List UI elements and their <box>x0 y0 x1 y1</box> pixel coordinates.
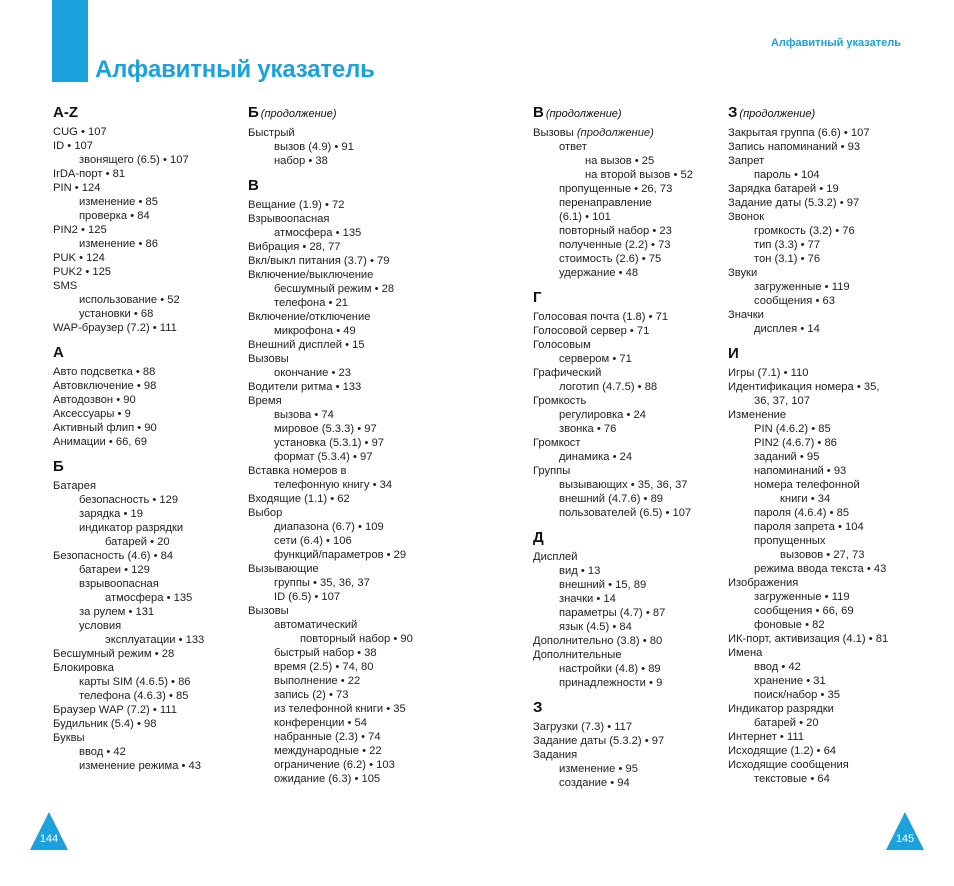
index-subentry: удержание • 48 <box>559 267 639 279</box>
index-subentry: создание • 94 <box>559 777 630 789</box>
section-letter: Б <box>248 104 259 121</box>
index-subentry: дисплея • 14 <box>754 323 820 335</box>
index-column-1 <box>53 104 204 773</box>
index-subentry: номера телефонной <box>754 479 860 491</box>
index-subentry: изменение режима • 43 <box>79 760 201 772</box>
section-heading <box>248 177 413 195</box>
index-entry: Голосовая почта (1.8) • 71 <box>533 311 669 323</box>
index-subentry: тон (3.1) • 76 <box>754 253 821 265</box>
index-subentry: установка (5.3.1) • 97 <box>274 437 385 449</box>
index-subentry: установки • 68 <box>79 308 154 320</box>
index-entry: Выбор <box>248 507 283 519</box>
index-entry: CUG • 107 <box>53 126 107 138</box>
index-entry: Быстрый <box>248 127 295 139</box>
index-entry: Закрытая группа (6.6) • 107 <box>728 127 870 139</box>
section-heading <box>533 289 693 307</box>
index-entry: Идентификация номера • 35, <box>728 381 880 393</box>
index-subentry: пароля (4.6.4) • 85 <box>754 507 850 519</box>
index-entry: Входящие (1.1) • 62 <box>248 493 350 505</box>
index-entry: Включение/выключение <box>248 269 374 281</box>
index-subentry: батарей • 20 <box>105 536 170 548</box>
index-subentry: выполнение • 22 <box>274 675 361 687</box>
index-entry: Вызывающие <box>248 563 319 575</box>
index-subentry: на вызов • 25 <box>585 155 655 167</box>
section-letter: A-Z <box>53 104 78 121</box>
index-entry: Вставка номеров в <box>248 465 347 477</box>
index-subentry: громкость (3.2) • 76 <box>754 225 855 237</box>
index-subentry: загруженные • 119 <box>754 281 850 293</box>
index-entry: Загрузки (7.3) • 117 <box>533 721 633 733</box>
index-entry: Голосовым <box>533 339 591 351</box>
index-subentry: сообщения • 66, 69 <box>754 605 854 617</box>
index-entry: IrDA-порт • 81 <box>53 168 126 180</box>
index-entry: Бесшумный режим • 28 <box>53 648 175 660</box>
index-entry: Изображения <box>728 577 799 589</box>
index-subentry: полученные (2.2) • 73 <box>559 239 671 251</box>
index-entry: Автовключение • 98 <box>53 380 157 392</box>
index-subentry: микрофона • 49 <box>274 325 356 337</box>
index-subentry: индикатор разрядки <box>79 522 184 534</box>
index-entry: Задание даты (5.3.2) • 97 <box>533 735 665 747</box>
index-entry: Задания <box>533 749 578 761</box>
section-heading <box>533 699 693 717</box>
index-entry: Аксессуары • 9 <box>53 408 131 420</box>
index-entry: Вызовы (продолжение) <box>533 127 654 139</box>
page-number-right <box>886 812 924 850</box>
index-subentry: повторный набор • 23 <box>559 225 672 237</box>
index-subentry: изменение • 86 <box>79 238 158 250</box>
index-entry: Внешний дисплей • 15 <box>248 339 365 351</box>
index-subentry: ожидание (6.3) • 105 <box>274 773 381 785</box>
section-heading <box>728 345 888 363</box>
section-letter: А <box>53 344 64 361</box>
index-subentry: принадлежности • 9 <box>559 677 663 689</box>
index-subentry: за рулем • 131 <box>79 606 155 618</box>
index-subentry: пропущенных <box>754 535 826 547</box>
index-entry: Включение/отключение <box>248 311 371 323</box>
index-entry: SMS <box>53 280 78 292</box>
section-heading <box>53 104 204 122</box>
index-entry: Громкост <box>533 437 581 449</box>
index-subentry: ограничение (6.2) • 103 <box>274 759 395 771</box>
index-entry: Браузер WAP (7.2) • 111 <box>53 704 177 716</box>
index-entry: Запись напоминаний • 93 <box>728 141 861 153</box>
section-letter: З <box>728 104 738 121</box>
index-entry: Взрывоопасная <box>248 213 330 225</box>
index-entry: Группы <box>533 465 571 477</box>
index-subentry: режима ввода текста • 43 <box>754 563 887 575</box>
index-entry: Звонок <box>728 211 765 223</box>
index-subentry: значки • 14 <box>559 593 616 605</box>
index-subentry: пропущенные • 26, 73 <box>559 183 673 195</box>
index-entry: Буквы <box>53 732 85 744</box>
section-letter: Б <box>53 458 64 475</box>
index-subentry: набранные (2.3) • 74 <box>274 731 381 743</box>
index-entry: Запрет <box>728 155 765 167</box>
continued-note: (продолжение) <box>576 127 654 139</box>
section-heading <box>53 458 204 476</box>
section-continued-note: (продолжение) <box>739 108 816 120</box>
running-head: Алфавитный указатель <box>770 37 901 49</box>
section-letter: И <box>728 345 739 362</box>
index-entry: Исходящие (1.2) • 64 <box>728 745 837 757</box>
index-entry: Индикатор разрядки <box>728 703 834 715</box>
index-subentry: эксплуатации • 133 <box>105 634 205 646</box>
index-subentry: быстрый набор • 38 <box>274 647 377 659</box>
section-heading <box>533 529 693 547</box>
index-entry: Изменение <box>728 409 787 421</box>
index-entry: Значки <box>728 309 764 321</box>
index-subentry: изменение • 85 <box>79 196 158 208</box>
index-entry: Безопасность (4.6) • 84 <box>53 550 174 562</box>
section-heading <box>728 104 888 123</box>
section-heading <box>53 344 204 362</box>
index-entry: Имена <box>728 647 763 659</box>
index-subentry: повторный набор • 90 <box>300 633 413 645</box>
index-subentry: ID (6.5) • 107 <box>274 591 341 603</box>
index-subentry: изменение • 95 <box>559 763 638 775</box>
index-subentry: конференции • 54 <box>274 717 367 729</box>
index-entry: WAP-браузер (7.2) • 111 <box>53 322 177 334</box>
index-entry: Дисплей <box>533 551 578 563</box>
index-column-4 <box>728 104 888 786</box>
index-subentry: вызовов • 27, 73 <box>780 549 865 561</box>
section-letter: З <box>533 699 543 716</box>
index-entry: Вибрация • 28, 77 <box>248 241 341 253</box>
index-subentry: вызывающих • 35, 36, 37 <box>559 479 688 491</box>
index-column-2 <box>248 104 413 786</box>
index-subentry: вызов (4.9) • 91 <box>274 141 354 153</box>
index-subentry: сообщения • 63 <box>754 295 835 307</box>
index-subentry: вызова • 74 <box>274 409 334 421</box>
index-subentry: пароля запрета • 104 <box>754 521 864 533</box>
index-subentry: пользователей (6.5) • 107 <box>559 507 692 519</box>
index-subentry: ввод • 42 <box>79 746 126 758</box>
index-subentry: батарей • 20 <box>754 717 819 729</box>
index-entry: Исходящие сообщения <box>728 759 849 771</box>
index-subentry: книги • 34 <box>780 493 831 505</box>
index-entry: Громкость <box>533 395 587 407</box>
page-title: Алфавитный указатель <box>95 56 375 83</box>
index-entry: Авто подсветка • 88 <box>53 366 156 378</box>
index-entry: Будильник (5.4) • 98 <box>53 718 157 730</box>
index-subentry: бесшумный режим • 28 <box>274 283 395 295</box>
header-color-tab <box>52 0 88 82</box>
index-entry: Задание даты (5.3.2) • 97 <box>728 197 860 209</box>
index-entry: PUK2 • 125 <box>53 266 112 278</box>
index-entry: Вызовы <box>248 605 289 617</box>
index-subentry: фоновые • 82 <box>754 619 825 631</box>
index-subentry: запись (2) • 73 <box>274 689 349 701</box>
index-entry: Голосовой сервер • 71 <box>533 325 650 337</box>
index-subentry: из телефонной книги • 35 <box>274 703 406 715</box>
index-subentry: окончание • 23 <box>274 367 351 379</box>
index-subentry: батареи • 129 <box>79 564 150 576</box>
index-subentry: внешний • 15, 89 <box>559 579 647 591</box>
index-subentry: 36, 37, 107 <box>754 395 810 407</box>
index-entry: Батарея <box>53 480 97 492</box>
page-number-right-label: 145 <box>895 833 915 845</box>
index-subentry: поиск/набор • 35 <box>754 689 840 701</box>
index-subentry: атмосфера • 135 <box>274 227 362 239</box>
index-subentry: (6.1) • 101 <box>559 211 611 223</box>
index-subentry: стоимость (2.6) • 75 <box>559 253 662 265</box>
index-column-3 <box>533 104 693 790</box>
index-entry: Интернет • 111 <box>728 731 804 743</box>
index-subentry: перенаправление <box>559 197 652 209</box>
section-letter: В <box>533 104 544 121</box>
index-subentry: диапазона (6.7) • 109 <box>274 521 384 533</box>
index-subentry: хранение • 31 <box>754 675 826 687</box>
index-subentry: заданий • 95 <box>754 451 820 463</box>
index-subentry: группы • 35, 36, 37 <box>274 577 370 589</box>
index-subentry: функций/параметров • 29 <box>274 549 407 561</box>
index-subentry: телефона • 21 <box>274 297 349 309</box>
index-subentry: карты SIM (4.6.5) • 86 <box>79 676 191 688</box>
index-entry: Зарядка батарей • 19 <box>728 183 839 195</box>
index-entry: Водители ритма • 133 <box>248 381 362 393</box>
index-subentry: сервером • 71 <box>559 353 632 365</box>
index-subentry: условия <box>79 620 122 632</box>
index-entry: Графический <box>533 367 602 379</box>
index-subentry: напоминаний • 93 <box>754 465 847 477</box>
index-subentry: тип (3.3) • 77 <box>754 239 821 251</box>
index-subentry: атмосфера • 135 <box>105 592 193 604</box>
section-continued-note: (продолжение) <box>260 108 337 120</box>
index-subentry: язык (4.5) • 84 <box>559 621 632 633</box>
index-entry: ИК-порт, активизация (4.1) • 81 <box>728 633 889 645</box>
index-entry: Вещание (1.9) • 72 <box>248 199 345 211</box>
index-subentry: безопасность • 129 <box>79 494 179 506</box>
index-entry: Блокировка <box>53 662 114 674</box>
index-subentry: логотип (4.7.5) • 88 <box>559 381 658 393</box>
index-entry: PIN • 124 <box>53 182 101 194</box>
section-continued-note: (продолжение) <box>545 108 622 120</box>
index-entry: Автодозвон • 90 <box>53 394 136 406</box>
section-heading <box>533 104 693 123</box>
index-subentry: настройки (4.8) • 89 <box>559 663 661 675</box>
index-subentry: регулировка • 24 <box>559 409 646 421</box>
index-subentry: международные • 22 <box>274 745 382 757</box>
section-letter: В <box>248 177 259 194</box>
index-subentry: вид • 13 <box>559 565 601 577</box>
index-entry: PUK • 124 <box>53 252 105 264</box>
index-subentry: ввод • 42 <box>754 661 801 673</box>
index-entry: ID • 107 <box>53 140 93 152</box>
index-subentry: сети (6.4) • 106 <box>274 535 352 547</box>
index-subentry: зарядка • 19 <box>79 508 143 520</box>
index-subentry: на второй вызов • 52 <box>585 169 693 181</box>
index-entry: Звуки <box>728 267 758 279</box>
index-subentry: текстовые • 64 <box>754 773 830 785</box>
index-subentry: звонка • 76 <box>559 423 617 435</box>
index-subentry: PIN2 (4.6.7) • 86 <box>754 437 837 449</box>
index-entry: Вызовы <box>248 353 289 365</box>
index-entry: Время <box>248 395 282 407</box>
index-entry: Вкл/выкл питания (3.7) • 79 <box>248 255 390 267</box>
index-subentry: ответ <box>559 141 587 153</box>
page-number-left <box>30 812 68 850</box>
index-entry: Анимации • 66, 69 <box>53 436 147 448</box>
index-entry: Дополнительно (3.8) • 80 <box>533 635 663 647</box>
section-letter: Г <box>533 289 542 306</box>
index-subentry: PIN (4.6.2) • 85 <box>754 423 831 435</box>
section-letter: Д <box>533 529 544 546</box>
index-subentry: формат (5.3.4) • 97 <box>274 451 373 463</box>
index-subentry: мировое (5.3.3) • 97 <box>274 423 377 435</box>
index-subentry: набор • 38 <box>274 155 328 167</box>
index-subentry: пароль • 104 <box>754 169 820 181</box>
index-entry: PIN2 • 125 <box>53 224 107 236</box>
index-subentry: время (2.5) • 74, 80 <box>274 661 374 673</box>
index-subentry: проверка • 84 <box>79 210 150 222</box>
index-subentry: автоматический <box>274 619 358 631</box>
index-entry: Игры (7.1) • 110 <box>728 367 809 379</box>
index-subentry: внешний (4.7.6) • 89 <box>559 493 664 505</box>
index-subentry: загруженные • 119 <box>754 591 850 603</box>
index-entry: Активный флип • 90 <box>53 422 157 434</box>
index-subentry: параметры (4.7) • 87 <box>559 607 666 619</box>
index-entry: Дополнительные <box>533 649 622 661</box>
index-subentry: динамика • 24 <box>559 451 633 463</box>
section-heading <box>248 104 413 123</box>
index-subentry: взрывоопасная <box>79 578 159 590</box>
page-number-left-label: 144 <box>39 833 59 845</box>
index-subentry: звонящего (6.5) • 107 <box>79 154 189 166</box>
index-subentry: телефонную книгу • 34 <box>274 479 393 491</box>
index-subentry: телефона (4.6.3) • 85 <box>79 690 189 702</box>
index-subentry: использование • 52 <box>79 294 180 306</box>
